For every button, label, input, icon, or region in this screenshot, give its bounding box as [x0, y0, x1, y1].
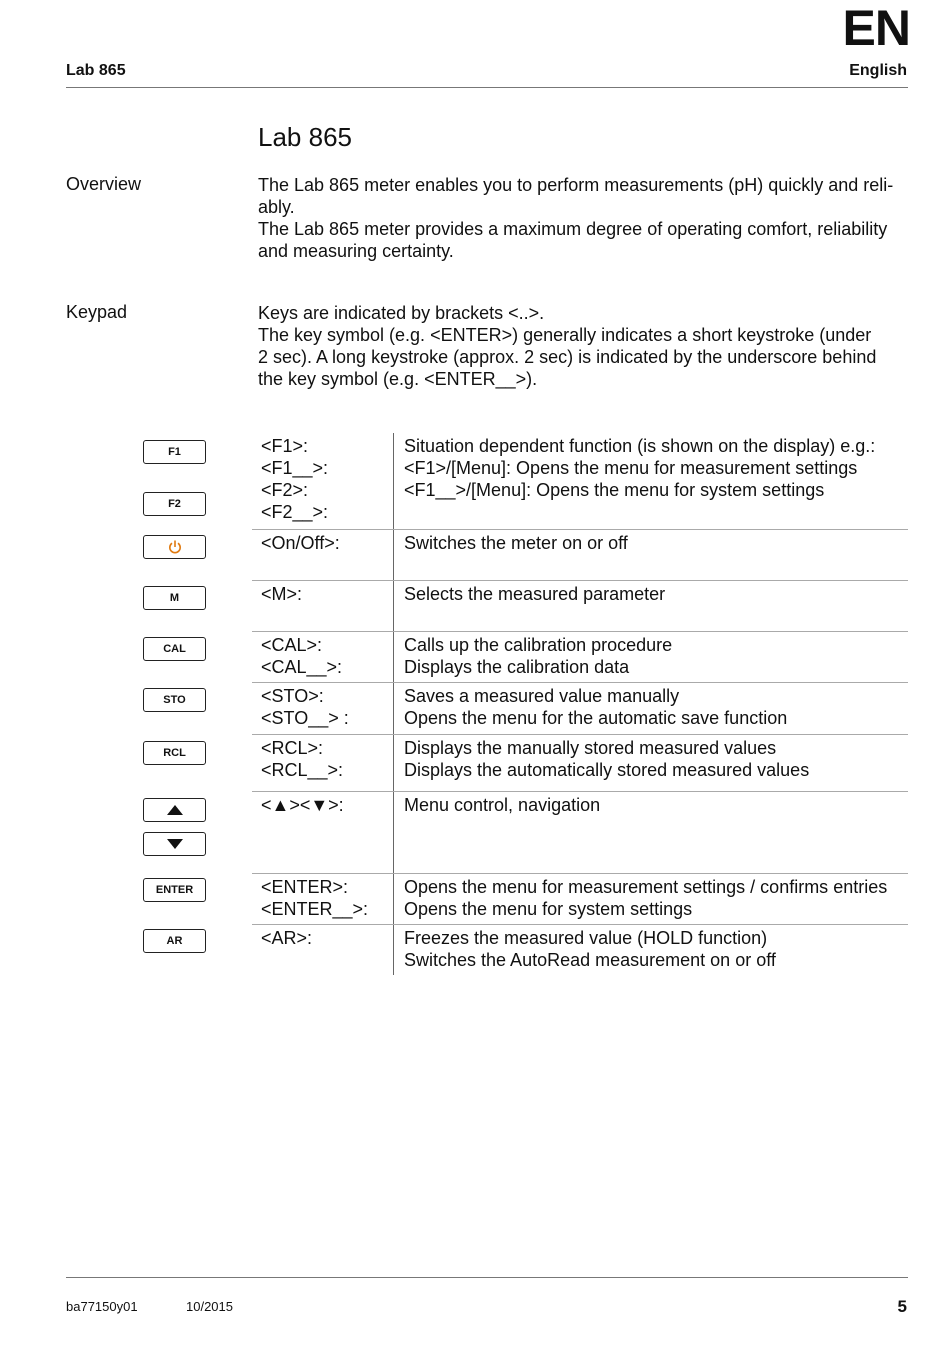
- key-cell: [252, 530, 394, 580]
- overview-text: [258, 174, 908, 262]
- overview-line: and measuring certainty.: [258, 241, 454, 261]
- desc-cell: [394, 683, 908, 734]
- key-cell: [252, 792, 394, 873]
- table-row: [252, 581, 908, 632]
- table-row: [252, 792, 908, 874]
- key-label: <CAL__>:: [261, 657, 343, 677]
- key-label: <M>:: [261, 584, 303, 604]
- table-row: [252, 683, 908, 735]
- key-cell: [252, 433, 394, 529]
- key-cell: [252, 925, 394, 975]
- table-row: [252, 735, 908, 792]
- table-row: [252, 925, 908, 975]
- desc-line: Opens the menu for the automatic save function: [404, 708, 788, 728]
- footer-rule: [66, 1277, 908, 1278]
- key-cell: [252, 735, 394, 791]
- desc-cell: [394, 581, 908, 631]
- desc-cell: [394, 530, 908, 580]
- overview-label: Overview: [66, 174, 142, 194]
- key-label: <AR>:: [261, 928, 313, 948]
- page-title: Lab 865: [258, 122, 352, 152]
- desc-line: Opens the menu for system settings: [404, 899, 693, 919]
- down-key-icon: [143, 832, 206, 856]
- keys-table: [252, 433, 908, 975]
- desc-cell: [394, 433, 908, 529]
- keypad-label: Keypad: [66, 302, 128, 322]
- power-icon: [167, 539, 183, 555]
- key-cell: [252, 632, 394, 682]
- header-product: Lab 865: [66, 62, 126, 79]
- desc-line: Displays the manually stored measured values: [404, 738, 777, 758]
- language-badge: EN: [842, 0, 910, 56]
- key-label: <▲><▼>:: [261, 795, 344, 815]
- m-key-icon: M: [143, 586, 206, 610]
- page-number: 5: [897, 1297, 907, 1316]
- enter-key-icon: ENTER: [143, 878, 206, 902]
- key-label: <RCL__>:: [261, 760, 344, 780]
- desc-line: Switches the AutoRead measurement on or off: [404, 950, 776, 970]
- desc-line: Menu control, navigation: [404, 795, 601, 815]
- power-key-icon: [143, 535, 206, 559]
- keypad-line: The key symbol (e.g. <ENTER>) generally indicates a short keystroke (under: [258, 325, 872, 345]
- desc-cell: [394, 632, 908, 682]
- table-row: [252, 433, 908, 530]
- key-label: <F2__>:: [261, 502, 329, 522]
- desc-line: Opens the menu for measurement settings / confirms entries: [404, 877, 888, 897]
- keypad-line: the key symbol (e.g. <ENTER__>).: [258, 369, 538, 389]
- key-cell: [252, 683, 394, 734]
- key-label: <RCL>:: [261, 738, 324, 758]
- desc-line: Calls up the calibration procedure: [404, 635, 673, 655]
- footer-doc-id: ba77150y01: [66, 1299, 138, 1314]
- desc-line: Displays the calibration data: [404, 657, 630, 677]
- desc-line: Situation dependent function (is shown on the display) e.g.:: [404, 436, 876, 456]
- triangle-down-icon: [166, 838, 184, 850]
- desc-line: Switches the meter on or off: [404, 533, 628, 553]
- header-language: English: [849, 62, 907, 79]
- ar-key-icon: AR: [143, 929, 206, 953]
- overview-line: ably.: [258, 197, 295, 217]
- desc-line: <F1>/[Menu]: Opens the menu for measurement settings: [404, 458, 858, 478]
- desc-cell: [394, 925, 908, 975]
- footer-date: 10/2015: [186, 1299, 233, 1314]
- desc-line: <F1__>/[Menu]: Opens the menu for system settings: [404, 480, 825, 500]
- overview-line: The Lab 865 meter enables you to perform measurements (pH) quickly and reli-: [258, 175, 894, 195]
- table-row: [252, 874, 908, 925]
- desc-cell: [394, 735, 908, 791]
- triangle-up-icon: [166, 804, 184, 816]
- rcl-key-icon: RCL: [143, 741, 206, 765]
- key-label: <F1>:: [261, 436, 309, 456]
- key-label: <STO>:: [261, 686, 324, 706]
- table-row: [252, 530, 908, 581]
- f2-key-icon: F2: [143, 492, 206, 516]
- desc-line: Freezes the measured value (HOLD function): [404, 928, 768, 948]
- desc-line: Displays the automatically stored measured values: [404, 760, 810, 780]
- header-rule: [66, 87, 908, 88]
- overview-line: The Lab 865 meter provides a maximum degree of operating comfort, reliability: [258, 219, 888, 239]
- key-cell: [252, 581, 394, 631]
- keypad-line: 2 sec). A long keystroke (approx. 2 sec) is indicated by the underscore behind: [258, 347, 877, 367]
- key-label: <STO__> :: [261, 708, 349, 728]
- desc-line: Selects the measured parameter: [404, 584, 666, 604]
- desc-cell: [394, 874, 908, 924]
- desc-line: Saves a measured value manually: [404, 686, 680, 706]
- keypad-text: [258, 302, 908, 390]
- key-label: <F1__>:: [261, 458, 329, 478]
- f1-key-icon: F1: [143, 440, 206, 464]
- key-cell: [252, 874, 394, 924]
- cal-key-icon: CAL: [143, 637, 206, 661]
- key-label: <On/Off>:: [261, 533, 340, 553]
- key-label: <ENTER__>:: [261, 899, 369, 919]
- sto-key-icon: STO: [143, 688, 206, 712]
- desc-cell: [394, 792, 908, 873]
- key-label: <F2>:: [261, 480, 309, 500]
- key-label: <ENTER>:: [261, 877, 349, 897]
- up-key-icon: [143, 798, 206, 822]
- table-row: [252, 632, 908, 683]
- keypad-line: Keys are indicated by brackets <..>.: [258, 303, 545, 323]
- key-label: <CAL>:: [261, 635, 323, 655]
